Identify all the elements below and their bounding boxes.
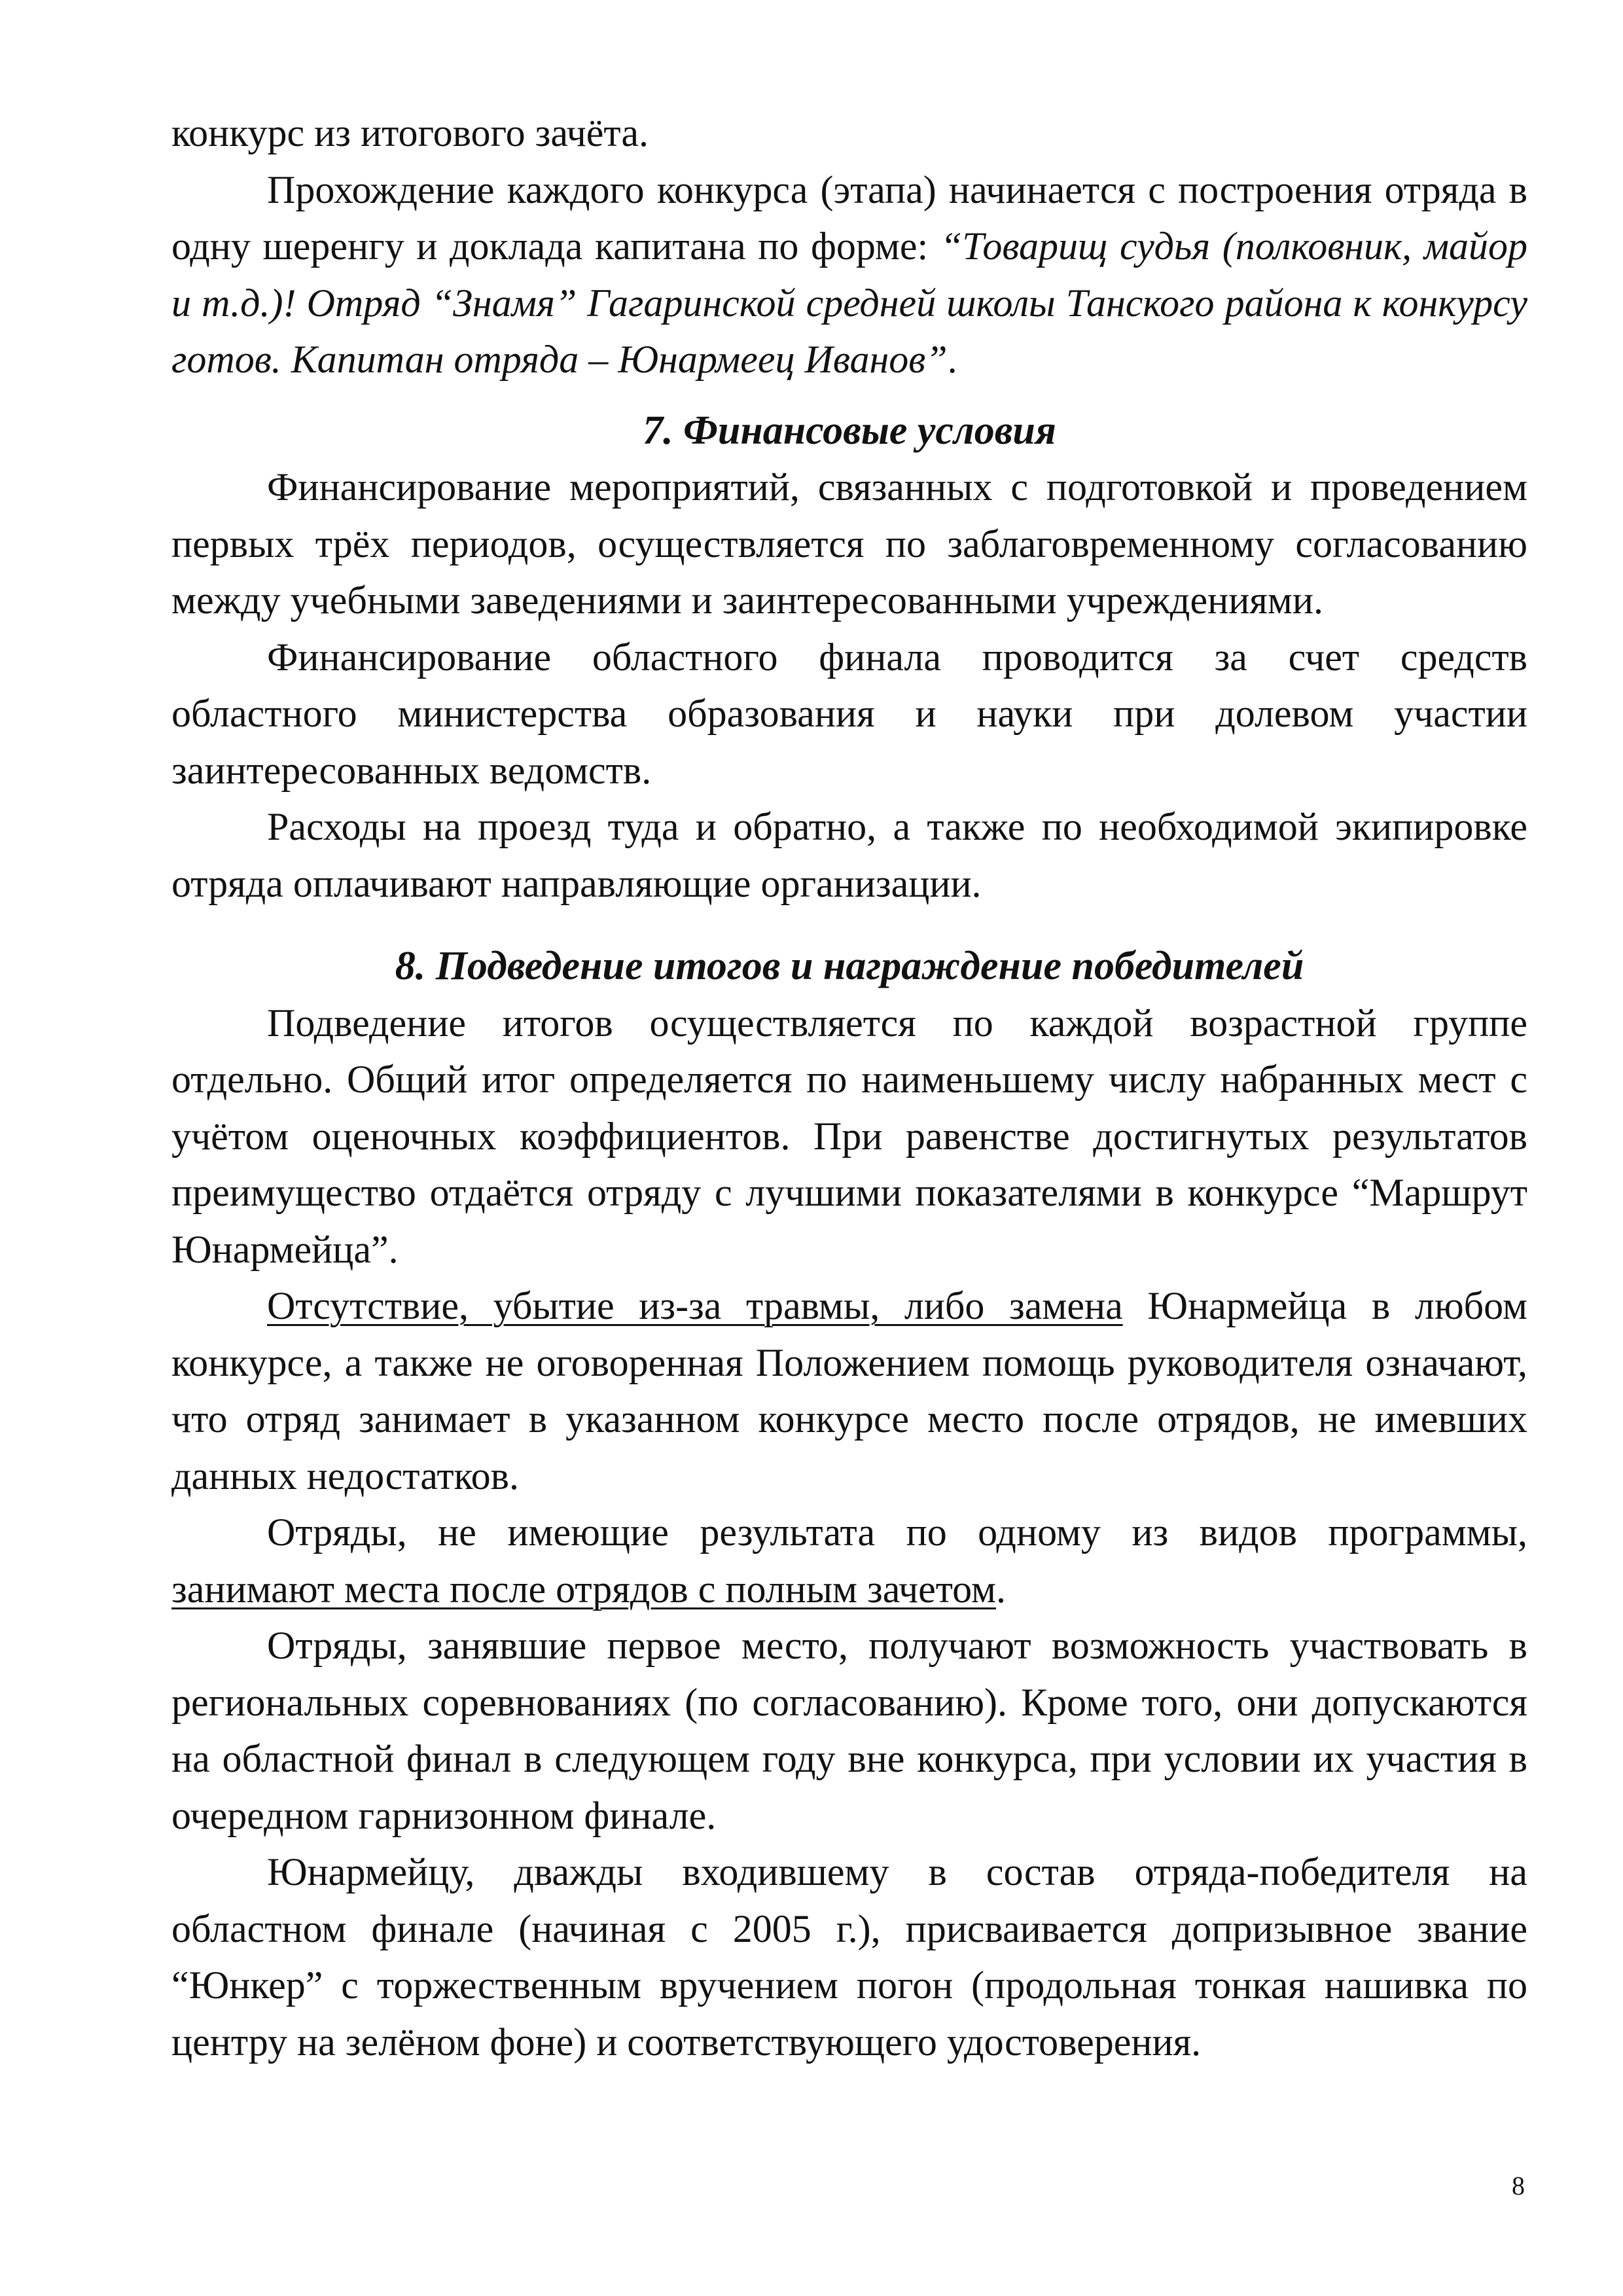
absence-rule-text: Юнармейца в любом конкурсе, а также не оговоренная Положением помощь руководителя означают, что отряд занимает в указанном конкурсе место после отрядов, не имевших данных недостатков. [171, 1284, 1527, 1498]
paragraph-financing-final: Финансирование областного финала проводится за счет средств областного министерства образования и науки при долевом участии заинтересованных ведомств. [171, 635, 1527, 792]
section-heading-financial: 7. Финансовые условия [643, 408, 1056, 453]
page-number: 8 [1512, 2171, 1525, 2200]
report-form-quote: “Товарищ судья (полковник, майор и т.д.)! Отряд “Знамя” Гагаринской средней школы Танского района к конкурсу готов. Капитан отряда – Юнармеец Иванов” [171, 224, 1527, 381]
paragraph-report-procedure [171, 162, 1527, 388]
report-procedure-end: . [947, 338, 957, 381]
paragraph-travel-expenses: Расходы на проезд туда и обратно, а также по необходимой экипировке отряда оплачивают направляющие организации. [171, 805, 1527, 905]
underlined-placement-text: занимают места после отрядов с полным зачетом [171, 1567, 996, 1611]
underlined-absence-text: Отсутствие, убытие из-за травмы, либо замена [267, 1284, 1123, 1327]
paragraph-absence-rule [171, 1278, 1527, 1504]
paragraph-financing-periods: Финансирование мероприятий, связанных с подготовкой и проведением первых трёх периодов, осуществляется по заблаговременному согласованию между учебными заведениями и заинтересованными учреждениями. [171, 465, 1527, 622]
incomplete-result-text: Отряды, не имеющие результата по одному из видов программы, [267, 1511, 1527, 1554]
paragraph-incomplete-result [171, 1504, 1527, 1617]
incomplete-result-end: . [996, 1567, 1006, 1611]
section-heading-results: 8. Подведение итогов и награждение победителей [395, 944, 1304, 988]
report-procedure-text: Прохождение каждого конкурса (этапа) начинается с построения отряда в одну шеренгу и доклада капитана по форме: [171, 168, 1527, 268]
paragraph-results-summary: Подведение итогов осуществляется по каждой возрастной группе отдельно. Общий итог определяется по наименьшему числу набранных мест с учётом оценочных коэффициентов. При равенстве достигнутых результатов преимущество отдаётся отряду с лучшими показателями в конкурсе “Маршрут Юнармейца”. [171, 1001, 1527, 1271]
paragraph-first-place: Отряды, занявшие первое место, получают возможность участвовать в региональных соревнованиях (по согласованию). Кроме того, они допускаются на областной финал в следующем году вне конкурса, при условии их участия в очередном гарнизонном финале. [171, 1624, 1527, 1837]
paragraph-continuation: конкурс из итогового зачёта. [171, 111, 649, 154]
paragraph-junker-title: Юнармейцу, дважды входившему в состав отряда-победителя на областном финале (начиная с 2005 г.), присваивается допризывное звание “Юнкер” с торжественным вручением погон (продольная тонкая нашивка по центру на зелёном фоне) и соответствующего удостоверения. [171, 1850, 1527, 2064]
document-body [171, 105, 1527, 2070]
